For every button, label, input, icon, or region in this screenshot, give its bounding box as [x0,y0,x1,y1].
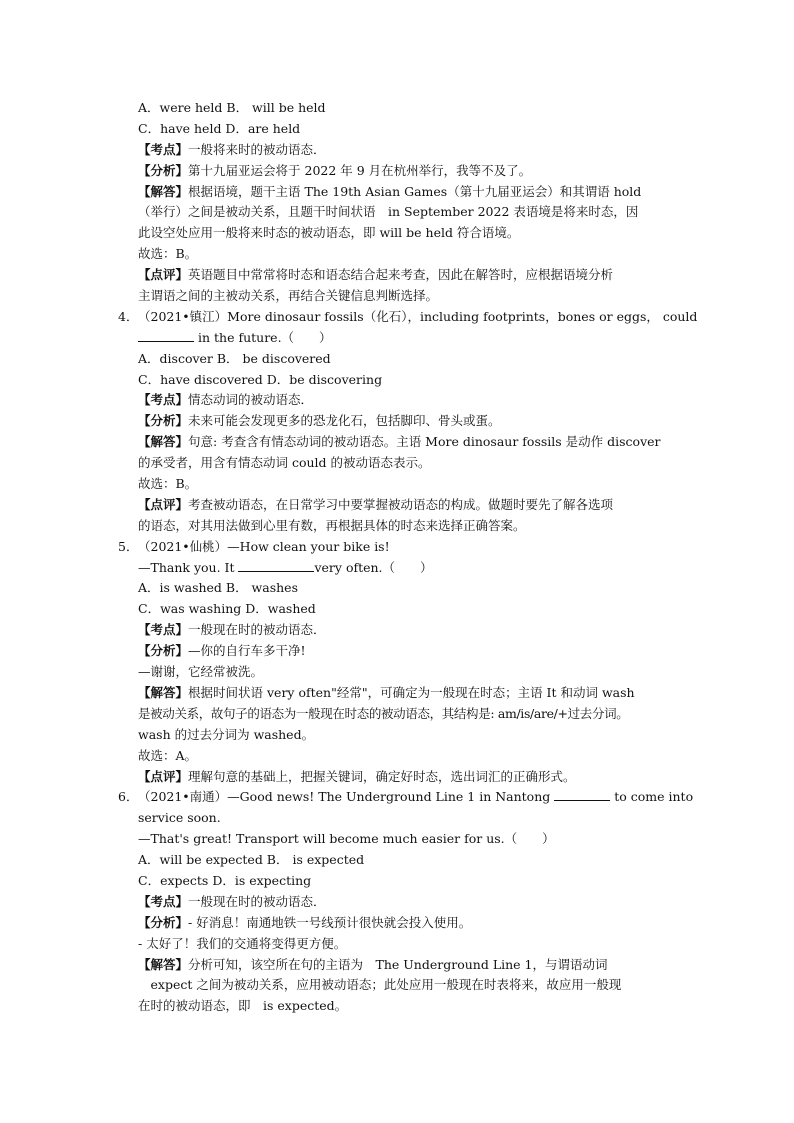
dianping-text: 考查被动语态，在日常学习中要掌握被动语态的构成。做题时要先了解各选项 [188,496,614,512]
kaodian-tag: 【考点】 [138,622,189,638]
fenxi-tag: 【分析】 [138,914,189,930]
q4-stem-line-2 [118,328,678,349]
fenxi-text: - 好消息！南通地铁一号线预计很快就会投入使用。 [188,914,472,930]
q4-dianping-line-1 [118,495,678,516]
q6-stem-text-1a: （2021•南通）—Good news! The Underground Line 1 in Nantong [138,789,555,805]
fenxi-tag: 【分析】 [138,413,189,429]
dianping-tag: 【点评】 [138,768,189,784]
q4-stem-text-2: in the future.（ ） [194,329,332,345]
dianping-tag: 【点评】 [138,267,189,283]
q5-dianping [118,767,678,788]
q5-option-a-b: A．is washed B． washes [138,580,298,596]
q3-fenxi [118,161,678,182]
kaodian-tag: 【考点】 [138,893,189,909]
q4-stem-line-1 [118,307,698,328]
q6-jieda-line-2: expect 之间为被动关系，应用被动语态；此处应用一般现在时表将来，故应用一般现 [138,977,622,993]
fenxi-tag: 【分析】 [138,643,189,659]
jieda-text: 根据时间状语 very often"经常"，可确定为一般现在时态；主语 It 和动词 wash [188,684,635,700]
q5-stem-text-2a: —Thank you. It [138,559,239,575]
q6-option-c-d: C．expects D．is expecting [138,872,312,888]
q3-jieda-line-3: 此设空处应用一般将来时态的被动语态，即 will be held 符合语境。 [138,225,520,241]
q3-dianping-line-1 [118,265,678,286]
q4-jieda-line-2: 的承受者，用含有情态动词 could 的被动语态表示。 [138,455,431,471]
q4-answer: 故选：B。 [138,476,198,492]
jieda-tag: 【解答】 [138,956,189,972]
jieda-tag: 【解答】 [138,684,189,700]
kaodian-text: 情态动词的被动语态． [188,392,314,408]
jieda-text: 根据语境，题干主语 The 19th Asian Games（第十九届亚运会）和其谓语 hold [188,183,642,199]
jieda-tag: 【解答】 [138,183,189,199]
q5-stem-text-2b: very often.（ ） [314,559,433,575]
q6-option-a-b: A．will be expected B． is expected [138,852,365,868]
kaodian-tag: 【考点】 [138,141,189,157]
q6-stem-line-1 [118,787,694,808]
q4-jieda-line-1 [118,432,678,453]
kaodian-tag: 【考点】 [138,392,189,408]
dianping-tag: 【点评】 [138,496,189,512]
q5-stem-line-1 [118,537,678,558]
q5-kaodian [118,620,678,641]
q6-fenxi-line-2: - 太好了！我们的交通将变得更方便。 [138,935,347,951]
q4-option-c-d: C．have discovered D．be discovering [138,371,383,387]
kaodian-text: 一般现在时的被动语态． [188,622,326,638]
q6-jieda-line-3: 在时的被动语态，即 is expected。 [138,998,348,1014]
q3-jieda-line-1 [118,182,678,203]
q3-kaodian [118,140,678,161]
fenxi-tag: 【分析】 [138,162,189,178]
q6-stem-line-3: —That's great! Transport will become much easier for us.（ ） [138,831,555,847]
fenxi-text: —你的自行车多干净! [188,643,306,659]
q4-dianping-line-2: 的语态，对其用法做到心里有数，再根据具体的时态来选择正确答案。 [138,517,526,533]
jieda-text: 分析可知，该空所在句的主语为 The Underground Line 1，与谓语动词 [188,956,608,972]
q3-answer: 故选：B。 [138,246,198,262]
dianping-text: 理解句意的基础上，把握关键词，确定好时态，选出词汇的正确形式。 [188,768,576,784]
q6-kaodian [118,892,678,913]
jieda-text: 句意: 考查含有情态动词的被动语态。主语 More dinosaur fossils 是动作 discover [188,434,661,450]
q3-option-c-d: C．have held D．are held [138,120,301,136]
q6-stem-line-2: service soon. [138,810,221,826]
question-number: 4． [118,308,139,324]
q6-stem-text-1b: to come into [610,789,694,805]
q5-fenxi-line-1 [118,641,678,662]
jieda-tag: 【解答】 [138,434,189,450]
q3-dianping-line-2: 主谓语之间的主被动关系，再结合关键信息判断选择。 [138,288,439,304]
q4-kaodian [118,390,678,411]
q4-option-a-b: A．discover B． be discovered [138,350,331,366]
q5-jieda-line-2: 是被动关系，故句子的语态为一般现在时态的被动语态，其结构是: am/is/are/+过去分词。 [138,705,629,721]
q4-stem-text: （2021•镇江）More dinosaur fossils（化石），including footprints，bones or eggs， could [138,308,698,324]
fenxi-text: 第十九届亚运会将于 2022 年 9 月在杭州举行，我等不及了。 [188,162,532,178]
question-number: 6． [118,789,139,805]
q5-jieda-line-3: wash 的过去分词为 washed。 [138,726,315,742]
q6-jieda-line-1 [118,955,678,976]
q5-jieda-line-1 [118,683,678,704]
q5-answer: 故选：A。 [138,747,198,763]
dianping-text: 英语题目中常常将时态和语态结合起来考查，因此在解答时，应根据语境分析 [188,267,614,283]
q5-stem-text: （2021•仙桃）—How clean your bike is! [138,538,390,554]
kaodian-text: 一般将来时的被动语态． [188,141,326,157]
q6-fenxi-line-1 [118,913,678,934]
question-number: 5． [118,538,139,554]
q3-option-a-b: A．were held B． will be held [138,100,326,115]
q3-jieda-line-2: （举行）之间是被动关系，且题干时间状语 in September 2022 表语境是将来时态，因 [138,204,639,220]
q5-stem-line-2 [118,558,678,579]
answer-blank [138,328,194,342]
document-content [118,98,698,1017]
answer-blank [554,787,610,801]
kaodian-text: 一般现在时的被动语态． [188,893,326,909]
answer-blank [238,558,314,572]
q5-fenxi-line-2: —谢谢，它经常被洗。 [138,664,264,680]
q5-option-c-d: C．was washing D．washed [138,601,316,617]
q4-fenxi [118,411,678,432]
fenxi-text: 未来可能会发现更多的恐龙化石，包括脚印、骨头或蛋。 [188,413,501,429]
